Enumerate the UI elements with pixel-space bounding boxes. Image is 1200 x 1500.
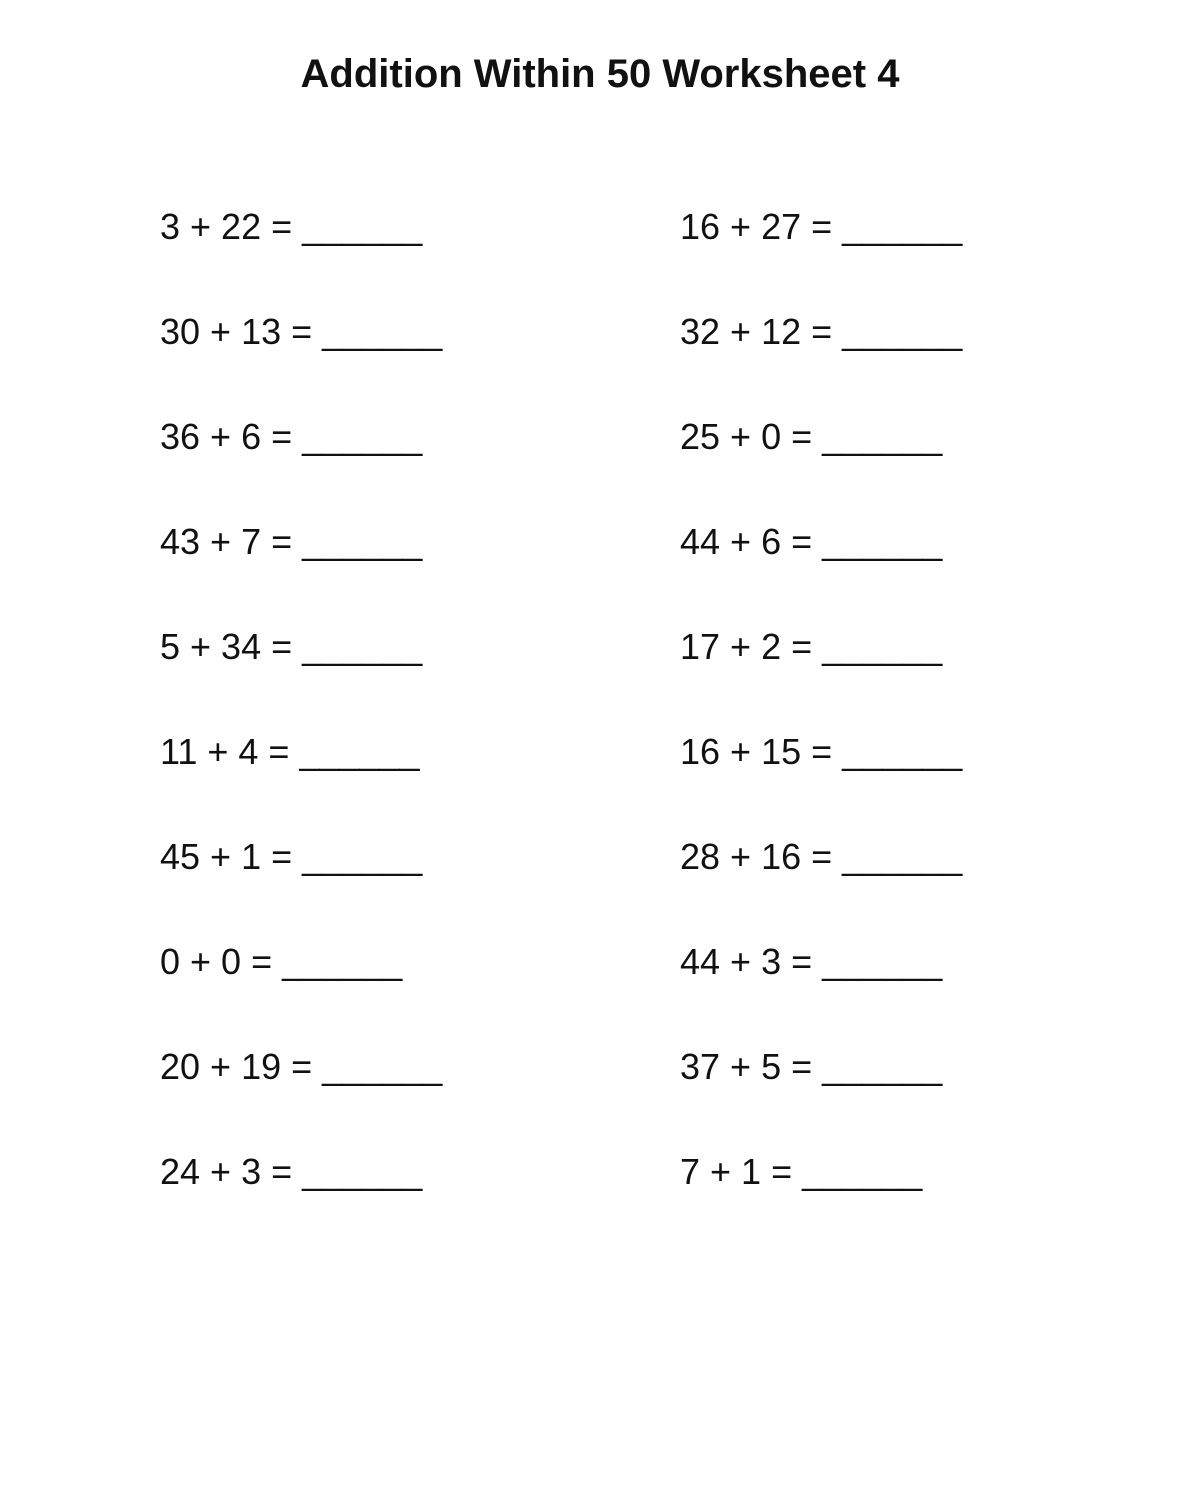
- problem-item: 20 + 19 = ______: [160, 1046, 443, 1087]
- problem-row: [160, 938, 1060, 1043]
- problem-item: 28 + 16 = ______: [680, 836, 963, 877]
- problem-item: 25 + 0 = ______: [680, 416, 943, 457]
- problem-row: [160, 518, 1060, 623]
- problem-item: 17 + 2 = ______: [680, 626, 943, 667]
- problem-row: [160, 203, 1060, 308]
- problem-row: [160, 308, 1060, 413]
- problem-row: [160, 623, 1060, 728]
- problem-item: 36 + 6 = ______: [160, 416, 423, 457]
- problem-item: 32 + 12 = ______: [680, 311, 963, 352]
- problem-row: [160, 1043, 1060, 1148]
- problem-row: [160, 728, 1060, 833]
- worksheet-title: Addition Within 50 Worksheet 4: [300, 52, 900, 96]
- problem-item: 44 + 3 = ______: [680, 941, 943, 982]
- problem-row: [160, 833, 1060, 938]
- problem-grid: [160, 203, 1060, 1253]
- problem-item: 37 + 5 = ______: [680, 1046, 943, 1087]
- problem-row: [160, 1148, 1060, 1253]
- problem-item: 30 + 13 = ______: [160, 311, 443, 352]
- problem-item: 11 + 4 = ______: [160, 731, 420, 772]
- problem-item: 45 + 1 = ______: [160, 836, 423, 877]
- problem-item: 5 + 34 = ______: [160, 626, 423, 667]
- problem-item: 7 + 1 = ______: [680, 1151, 923, 1192]
- problem-item: 16 + 27 = ______: [680, 206, 963, 247]
- problem-item: 16 + 15 = ______: [680, 731, 963, 772]
- problem-item: 44 + 6 = ______: [680, 521, 943, 562]
- problem-item: 0 + 0 = ______: [160, 941, 403, 982]
- problem-item: 3 + 22 = ______: [160, 206, 423, 247]
- problem-item: 24 + 3 = ______: [160, 1151, 423, 1192]
- problem-item: 43 + 7 = ______: [160, 521, 423, 562]
- problem-row: [160, 413, 1060, 518]
